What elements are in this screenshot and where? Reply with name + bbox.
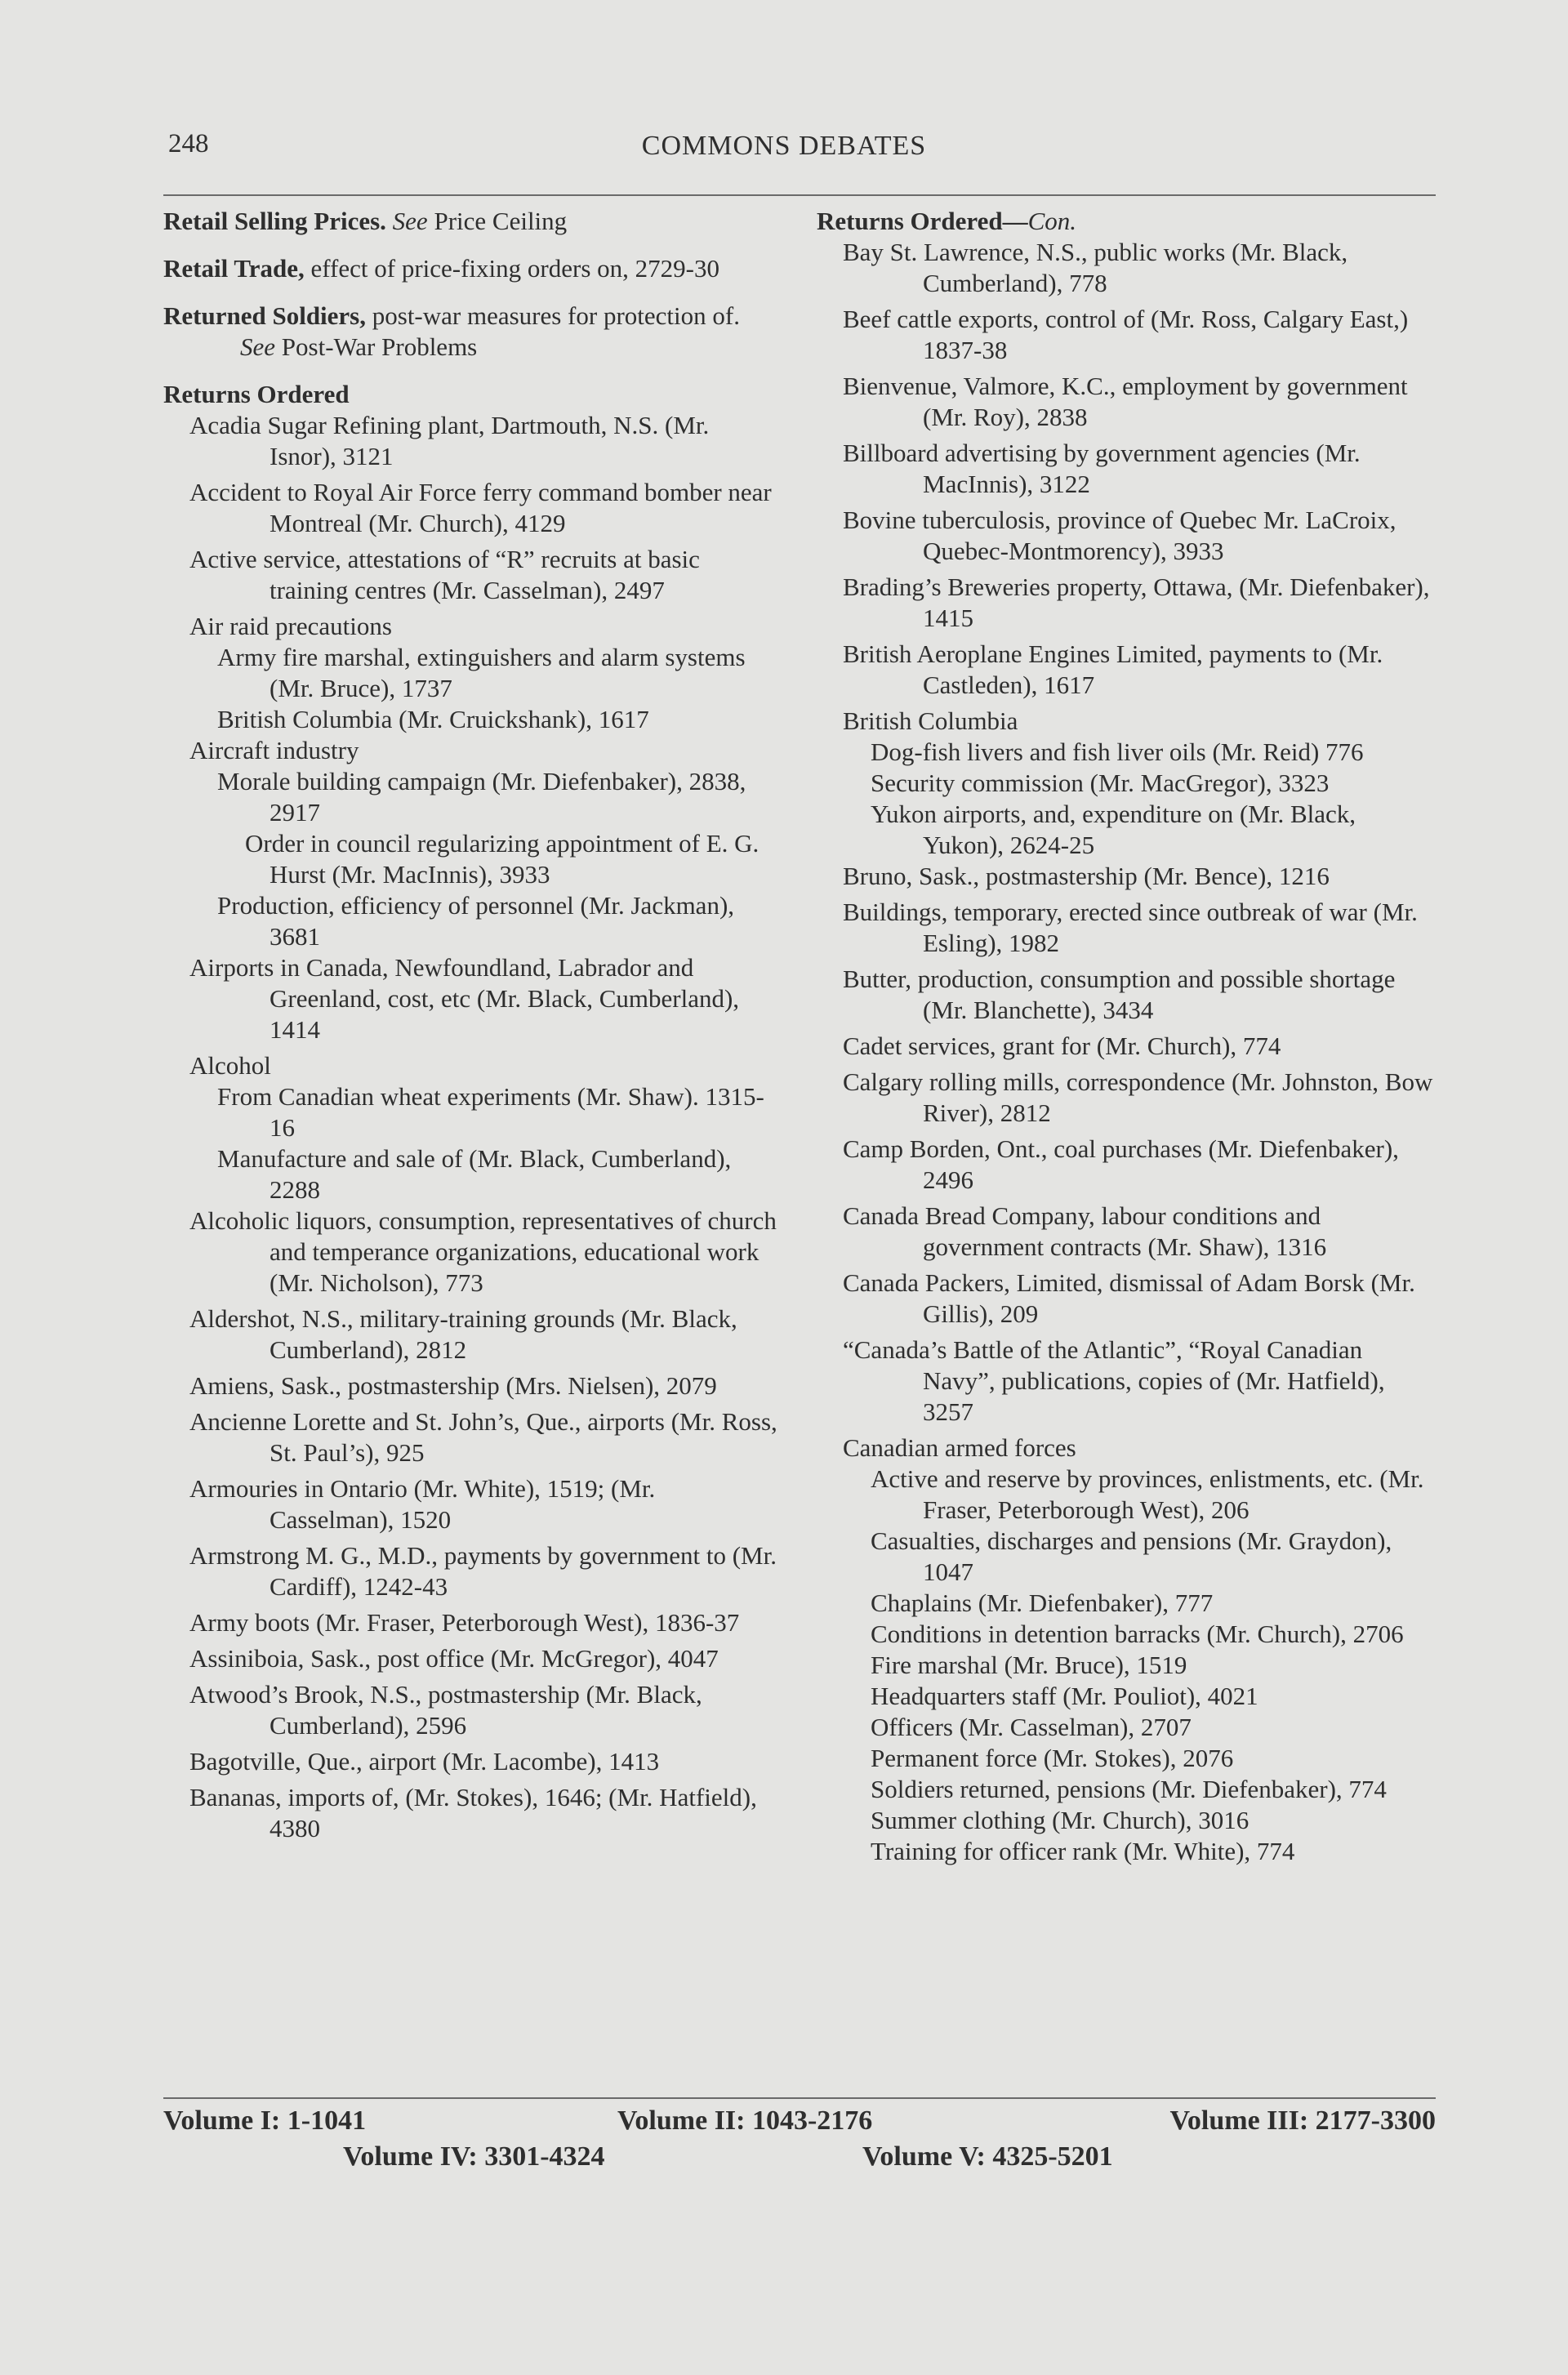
index-subentry: Butter, production, consumption and possible shortage (Mr. Blanchette), 3434 bbox=[843, 965, 1396, 1024]
index-subentry: Camp Borden, Ont., coal purchases (Mr. Diefenbaker), 2496 bbox=[843, 1134, 1399, 1194]
index-entry-retail-trade: Retail Trade, effect of price-fixing orders on, 2729-30 bbox=[163, 254, 719, 283]
index-subentry: Manufacture and sale of (Mr. Black, Cumberland), 2288 bbox=[217, 1144, 732, 1204]
index-subentry: Alcoholic liquors, consumption, representatives of church and temperance organizations, educational work (Mr. Nicholson), 773 bbox=[189, 1206, 777, 1297]
index-subentry: British Columbia (Mr. Cruickshank), 1617 bbox=[217, 705, 649, 733]
index-subentry: Brading’s Breweries property, Ottawa, (Mr. Diefenbaker), 1415 bbox=[843, 573, 1430, 632]
index-subentry: Army fire marshal, extinguishers and alarm systems (Mr. Bruce), 1737 bbox=[217, 643, 746, 702]
index-subentry: Active and reserve by provinces, enlistments, etc. (Mr. Fraser, Peterborough West), 206 bbox=[871, 1464, 1424, 1524]
index-subentry: Casualties, discharges and pensions (Mr. Graydon), 1047 bbox=[871, 1526, 1392, 1586]
index-subentry: Officers (Mr. Casselman), 2707 bbox=[871, 1713, 1192, 1741]
index-subentry: Active service, attestations of “R” recruits at basic training centres (Mr. Casselman), 2497 bbox=[189, 545, 700, 604]
index-subentry: Bananas, imports of, (Mr. Stokes), 1646; (Mr. Hatfield), 4380 bbox=[189, 1783, 757, 1843]
index-subentry: Aircraft industry bbox=[189, 736, 359, 764]
index-subentry: Bienvenue, Valmore, K.C., employment by government (Mr. Roy), 2838 bbox=[843, 372, 1408, 431]
volume-5-range: Volume V: 4325-5201 bbox=[862, 2141, 1113, 2172]
index-subentry: Calgary rolling mills, correspondence (Mr. Johnston, Bow River), 2812 bbox=[843, 1067, 1433, 1127]
page-header bbox=[0, 129, 1568, 170]
right-column bbox=[817, 206, 1433, 1867]
index-subentry: Atwood’s Brook, N.S., postmastership (Mr. Black, Cumberland), 2596 bbox=[189, 1680, 702, 1740]
volume-4-range: Volume IV: 3301-4324 bbox=[343, 2141, 605, 2172]
index-subentry: Morale building campaign (Mr. Diefenbaker), 2838, 2917 bbox=[217, 767, 746, 827]
index-subentry: From Canadian wheat experiments (Mr. Shaw). 1315-16 bbox=[217, 1082, 764, 1142]
index-subentry: Air raid precautions bbox=[189, 612, 392, 640]
index-subentry: Armouries in Ontario (Mr. White), 1519; (Mr. Casselman), 1520 bbox=[189, 1474, 656, 1534]
index-subentry: Fire marshal (Mr. Bruce), 1519 bbox=[871, 1651, 1187, 1679]
left-column bbox=[163, 206, 780, 1844]
index-entry-returned-soldiers: Returned Soldiers, post-war measures for protection of. See Post-War Problems bbox=[163, 301, 740, 361]
index-subentry: Security commission (Mr. MacGregor), 3323 bbox=[871, 769, 1330, 797]
index-subentry: Acadia Sugar Refining plant, Dartmouth, N.S. (Mr. Isnor), 3121 bbox=[189, 411, 710, 470]
index-subentry: Bagotville, Que., airport (Mr. Lacombe), 1413 bbox=[189, 1747, 660, 1776]
index-subentry: Alcohol bbox=[189, 1051, 271, 1080]
volume-3-range: Volume III: 2177-3300 bbox=[1169, 2105, 1436, 2136]
index-subentry: Buildings, temporary, erected since outbreak of war (Mr. Esling), 1982 bbox=[843, 898, 1418, 957]
volume-2-range: Volume II: 1043-2176 bbox=[617, 2105, 873, 2136]
footer-rule bbox=[163, 2097, 1436, 2099]
index-subentry: Summer clothing (Mr. Church), 3016 bbox=[871, 1806, 1250, 1834]
index-subentry: Army boots (Mr. Fraser, Peterborough West), 1836-37 bbox=[189, 1608, 740, 1637]
index-subentry: Aldershot, N.S., military-training grounds (Mr. Black, Cumberland), 2812 bbox=[189, 1304, 737, 1364]
page-number: 248 bbox=[168, 129, 209, 158]
index-subentry: Canadian armed forces bbox=[843, 1433, 1076, 1462]
index-subentry: Training for officer rank (Mr. White), 774 bbox=[871, 1837, 1295, 1865]
index-subentry: Chaplains (Mr. Diefenbaker), 777 bbox=[871, 1589, 1214, 1617]
index-subentry: Ancienne Lorette and St. John’s, Que., airports (Mr. Ross, St. Paul’s), 925 bbox=[189, 1407, 777, 1467]
left-subentries bbox=[163, 410, 780, 1844]
index-subentry: Canada Packers, Limited, dismissal of Adam Borsk (Mr. Gillis), 209 bbox=[843, 1268, 1415, 1328]
index-subentry: Beef cattle exports, control of (Mr. Ross, Calgary East,) 1837-38 bbox=[843, 305, 1409, 364]
index-entry-retail-selling-prices: Retail Selling Prices. See Price Ceiling bbox=[163, 207, 568, 235]
index-subentry: Yukon airports, and, expenditure on (Mr. Black, Yukon), 2624-25 bbox=[871, 800, 1356, 859]
index-subentry: Soldiers returned, pensions (Mr. Diefenbaker), 774 bbox=[871, 1775, 1387, 1803]
index-subentry: Airports in Canada, Newfoundland, Labrador and Greenland, cost, etc (Mr. Black, Cumberland), 1414 bbox=[189, 953, 740, 1044]
index-subentry: “Canada’s Battle of the Atlantic”, “Royal Canadian Navy”, publications, copies of (Mr. Hatfield), 3257 bbox=[843, 1335, 1385, 1426]
right-subentries bbox=[817, 237, 1433, 1867]
index-subentry: Production, efficiency of personnel (Mr. Jackman), 3681 bbox=[217, 891, 735, 951]
index-subentry: Canada Bread Company, labour conditions and government contracts (Mr. Shaw), 1316 bbox=[843, 1201, 1327, 1261]
index-subentry: Permanent force (Mr. Stokes), 2076 bbox=[871, 1744, 1234, 1772]
index-subentry: Conditions in detention barracks (Mr. Church), 2706 bbox=[871, 1620, 1404, 1648]
index-subentry: British Aeroplane Engines Limited, payments to (Mr. Castleden), 1617 bbox=[843, 639, 1383, 699]
continued-heading: Returns Ordered—Con. bbox=[817, 207, 1077, 235]
index-subentry: Headquarters staff (Mr. Pouliot), 4021 bbox=[871, 1682, 1258, 1710]
index-subentry: British Columbia bbox=[843, 706, 1018, 735]
index-subentry: Assiniboia, Sask., post office (Mr. McGregor), 4047 bbox=[189, 1644, 719, 1673]
index-heading-returns-ordered: Returns Ordered bbox=[163, 380, 350, 408]
index-subentry: Accident to Royal Air Force ferry command bomber near Montreal (Mr. Church), 4129 bbox=[189, 478, 772, 537]
index-subentry: Billboard advertising by government agencies (Mr. MacInnis), 3122 bbox=[843, 439, 1361, 498]
index-subentry: Bay St. Lawrence, N.S., public works (Mr. Black, Cumberland), 778 bbox=[843, 238, 1348, 297]
index-subentry: Cadet services, grant for (Mr. Church), 774 bbox=[843, 1032, 1281, 1060]
index-subentry: Amiens, Sask., postmastership (Mrs. Nielsen), 2079 bbox=[189, 1371, 717, 1400]
header-rule bbox=[163, 194, 1436, 196]
page-title: COMMONS DEBATES bbox=[641, 131, 927, 161]
index-subentry: Armstrong M. G., M.D., payments by government to (Mr. Cardiff), 1242-43 bbox=[189, 1541, 777, 1601]
index-subentry: Bruno, Sask., postmastership (Mr. Bence), 1216 bbox=[843, 862, 1330, 890]
index-subentry: Bovine tuberculosis, province of Quebec Mr. LaCroix, Quebec-Montmorency), 3933 bbox=[843, 506, 1396, 565]
volume-1-range: Volume I: 1-1041 bbox=[163, 2105, 367, 2136]
volume-footer bbox=[163, 2105, 1436, 2177]
index-subentry: Order in council regularizing appointment of E. G. Hurst (Mr. MacInnis), 3933 bbox=[245, 829, 760, 889]
index-subentry: Dog-fish livers and fish liver oils (Mr. Reid) 776 bbox=[871, 737, 1364, 766]
